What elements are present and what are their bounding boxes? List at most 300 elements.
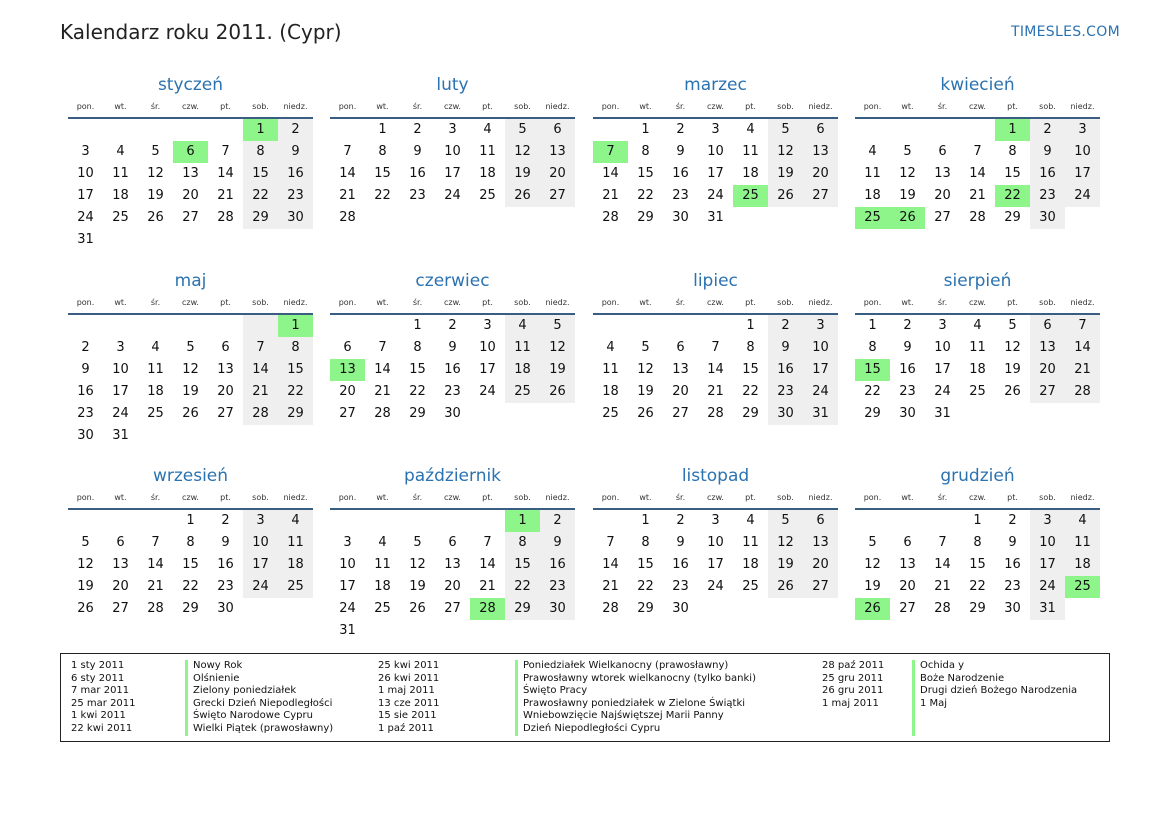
day-cell: 27 — [112, 601, 129, 616]
empty-cell — [365, 315, 400, 337]
day-cell: 23 — [77, 406, 94, 421]
day-cell: 20 — [444, 579, 461, 594]
day-cell: 18 — [742, 166, 759, 181]
day-cell: 15 — [855, 359, 890, 381]
day-cell: 24 — [112, 406, 129, 421]
day-cell: 21 — [217, 188, 234, 203]
month-name: kwiecień — [940, 75, 1015, 95]
day-cell: 2 — [540, 510, 575, 532]
weekday-label: sob. — [514, 493, 531, 502]
month-11 — [593, 464, 838, 620]
day-cell: 20 — [934, 188, 951, 203]
empty-cell — [173, 229, 208, 251]
legend-holiday-name: Święto Narodowe Cypru — [193, 710, 313, 722]
day-cell: 24 — [1065, 185, 1100, 207]
empty-cell — [698, 598, 733, 620]
day-cell: 25 — [112, 210, 129, 225]
day-cell: 21 — [1065, 359, 1100, 381]
empty-cell — [540, 620, 575, 642]
empty-cell — [243, 425, 278, 447]
weekday-label: czw. — [969, 493, 986, 502]
weekday-label: niedz. — [1070, 102, 1095, 111]
day-cell: 31 — [707, 210, 724, 225]
month-name: listopad — [681, 466, 750, 486]
weekday-label: czw. — [182, 298, 199, 307]
empty-cell — [278, 425, 313, 447]
month-name: maj — [174, 271, 207, 291]
month-name: luty — [436, 75, 469, 95]
day-cell: 26 — [147, 210, 164, 225]
legend-holiday-name: Poniedziałek Wielkanocny (prawosławny) — [523, 660, 729, 671]
day-cell: 13 — [540, 141, 575, 163]
day-cell: 17 — [479, 362, 496, 377]
day-cell: 15 — [1004, 166, 1021, 181]
day-cell: 20 — [899, 579, 916, 594]
day-cell: 24 — [243, 576, 278, 598]
day-cell: 28 — [470, 598, 505, 620]
weekday-label: wt. — [639, 298, 652, 307]
day-cell: 2 — [221, 513, 230, 528]
day-cell: 24 — [934, 384, 951, 399]
day-cell: 1 — [746, 318, 755, 333]
day-cell: 1 — [641, 122, 650, 137]
day-cell: 9 — [413, 144, 422, 159]
day-cell: 3 — [448, 122, 457, 137]
legend-holiday-name: 1 Maj — [920, 697, 948, 709]
day-cell: 14 — [1065, 337, 1100, 359]
empty-cell — [925, 119, 960, 141]
legend-holiday-name: Ochida y — [920, 660, 965, 671]
day-cell: 1 — [186, 513, 195, 528]
day-cell: 3 — [343, 535, 352, 550]
day-cell: 23 — [672, 579, 689, 594]
day-cell: 2 — [1008, 513, 1017, 528]
day-cell: 26 — [77, 601, 94, 616]
day-cell: 22 — [864, 384, 881, 399]
day-cell: 13 — [803, 141, 838, 163]
day-cell: 2 — [676, 513, 685, 528]
weekday-label: pon. — [338, 493, 357, 502]
weekday-label: pt. — [1007, 493, 1018, 502]
day-cell: 9 — [540, 532, 575, 554]
day-cell: 16 — [672, 166, 689, 181]
day-grid — [593, 510, 838, 620]
day-cell: 10 — [707, 535, 724, 550]
day-cell: 10 — [77, 166, 94, 181]
holiday-legend — [60, 653, 1110, 742]
day-cell: 1 — [973, 513, 982, 528]
weekday-label: pon. — [601, 102, 620, 111]
day-cell: 22 — [278, 381, 313, 403]
day-cell: 30 — [672, 210, 689, 225]
legend-bar-1 — [185, 660, 188, 736]
month-2 — [330, 73, 575, 229]
day-cell: 30 — [768, 403, 803, 425]
weekday-label: pon. — [338, 298, 357, 307]
day-cell: 14 — [969, 166, 986, 181]
day-cell: 17 — [77, 188, 94, 203]
weekday-label: sob. — [252, 102, 269, 111]
empty-cell — [435, 510, 470, 532]
legend-holiday-name: Zielony poniedziałek — [193, 685, 297, 697]
weekday-header — [593, 97, 838, 119]
weekday-label: czw. — [707, 298, 724, 307]
day-cell: 4 — [116, 144, 125, 159]
empty-cell — [855, 510, 890, 532]
day-cell: 23 — [409, 188, 426, 203]
day-cell: 4 — [868, 144, 877, 159]
weekday-label: pon. — [863, 102, 882, 111]
day-cell: 3 — [1030, 510, 1065, 532]
weekday-header — [68, 293, 313, 315]
weekday-label: sob. — [777, 102, 794, 111]
day-cell: 23 — [899, 384, 916, 399]
legend-holiday-name: Wielki Piątek (prawosławny) — [193, 722, 334, 734]
day-cell: 18 — [602, 384, 619, 399]
empty-cell — [400, 510, 435, 532]
day-cell: 11 — [374, 557, 391, 572]
weekday-label: sob. — [777, 493, 794, 502]
legend-holiday-name: Drugi dzień Bożego Narodzenia — [920, 685, 1078, 697]
day-cell: 27 — [803, 185, 838, 207]
day-grid — [855, 119, 1100, 229]
day-cell: 6 — [221, 340, 230, 355]
day-cell: 2 — [448, 318, 457, 333]
legend-dates-1 — [71, 660, 136, 736]
weekday-header — [855, 488, 1100, 510]
weekday-header — [68, 488, 313, 510]
weekday-label: wt. — [376, 493, 389, 502]
day-cell: 21 — [374, 384, 391, 399]
month-12 — [855, 464, 1100, 620]
day-cell: 15 — [742, 362, 759, 377]
month-name: marzec — [684, 75, 747, 95]
day-cell: 21 — [479, 579, 496, 594]
day-cell: 27 — [934, 210, 951, 225]
month-name: styczeń — [157, 75, 224, 95]
day-cell: 8 — [746, 340, 755, 355]
weekday-header — [855, 293, 1100, 315]
weekday-label: śr. — [937, 102, 948, 111]
empty-cell — [1065, 598, 1100, 620]
day-cell: 30 — [672, 601, 689, 616]
day-cell: 16 — [217, 557, 234, 572]
day-cell: 6 — [173, 141, 208, 163]
day-cell: 7 — [483, 535, 492, 550]
legend-dates-3 — [822, 660, 884, 710]
weekday-label: niedz. — [808, 298, 833, 307]
day-cell: 20 — [217, 384, 234, 399]
day-cell: 27 — [672, 406, 689, 421]
day-cell: 30 — [1030, 207, 1065, 229]
month-5 — [68, 269, 313, 447]
day-cell: 1 — [868, 318, 877, 333]
weekday-label: wt. — [114, 298, 127, 307]
day-grid — [68, 315, 313, 447]
day-cell: 5 — [768, 510, 803, 532]
day-cell: 3 — [938, 318, 947, 333]
day-cell: 8 — [278, 337, 313, 359]
legend-names-3 — [920, 660, 1077, 710]
month-name: lipiec — [693, 271, 738, 291]
day-cell: 17 — [339, 579, 356, 594]
day-cell: 12 — [147, 166, 164, 181]
legend-date: 6 sty 2011 — [71, 672, 125, 684]
day-cell: 4 — [378, 535, 387, 550]
empty-cell — [138, 425, 173, 447]
day-cell: 25 — [505, 381, 540, 403]
weekday-header — [330, 293, 575, 315]
day-cell: 11 — [1065, 532, 1100, 554]
empty-cell — [768, 598, 803, 620]
day-cell: 27 — [182, 210, 199, 225]
day-cell: 15 — [374, 166, 391, 181]
day-cell: 27 — [1030, 381, 1065, 403]
empty-cell — [278, 598, 313, 620]
day-cell: 13 — [803, 532, 838, 554]
weekday-label: niedz. — [283, 102, 308, 111]
day-cell: 28 — [217, 210, 234, 225]
day-cell: 4 — [151, 340, 160, 355]
day-cell: 9 — [1008, 535, 1017, 550]
empty-cell — [593, 119, 628, 141]
day-cell: 16 — [1004, 557, 1021, 572]
day-cell: 1 — [378, 122, 387, 137]
day-cell: 26 — [768, 576, 803, 598]
day-cell: 17 — [1030, 554, 1065, 576]
day-cell: 23 — [1030, 185, 1065, 207]
weekday-label: pon. — [76, 298, 95, 307]
day-grid — [68, 510, 313, 620]
empty-cell — [68, 510, 103, 532]
day-cell: 11 — [864, 166, 881, 181]
weekday-label: sob. — [1039, 493, 1056, 502]
empty-cell — [243, 315, 278, 337]
day-cell: 4 — [483, 122, 492, 137]
empty-cell — [365, 620, 400, 642]
day-cell: 4 — [505, 315, 540, 337]
day-cell: 8 — [973, 535, 982, 550]
day-cell: 12 — [637, 362, 654, 377]
day-cell: 17 — [1065, 163, 1100, 185]
weekday-label: wt. — [114, 493, 127, 502]
day-cell: 5 — [868, 535, 877, 550]
day-cell: 30 — [540, 598, 575, 620]
day-cell: 28 — [374, 406, 391, 421]
weekday-label: śr. — [412, 102, 423, 111]
empty-cell — [1065, 207, 1100, 229]
day-cell: 21 — [969, 188, 986, 203]
empty-cell — [803, 207, 838, 229]
empty-cell — [628, 315, 663, 337]
day-cell: 17 — [112, 384, 129, 399]
legend-date: 13 cze 2011 — [378, 697, 440, 709]
day-cell: 5 — [81, 535, 90, 550]
legend-holiday-name: Święto Pracy — [523, 685, 588, 697]
empty-cell — [103, 510, 138, 532]
legend-date: 1 maj 2011 — [378, 685, 435, 697]
weekday-label: wt. — [114, 102, 127, 111]
day-cell: 22 — [505, 576, 540, 598]
day-cell: 10 — [707, 144, 724, 159]
weekday-label: wt. — [639, 102, 652, 111]
weekday-label: pt. — [745, 298, 756, 307]
day-cell: 31 — [77, 232, 94, 247]
day-cell: 15 — [505, 554, 540, 576]
day-cell: 9 — [81, 362, 90, 377]
empty-cell — [663, 315, 698, 337]
day-cell: 21 — [147, 579, 164, 594]
empty-cell — [593, 510, 628, 532]
month-name: grudzień — [940, 466, 1015, 486]
day-cell: 20 — [1030, 359, 1065, 381]
empty-cell — [173, 425, 208, 447]
day-cell: 28 — [707, 406, 724, 421]
day-cell: 28 — [602, 601, 619, 616]
weekday-label: czw. — [444, 298, 461, 307]
weekday-label: niedz. — [1070, 493, 1095, 502]
weekday-header — [593, 488, 838, 510]
day-cell: 12 — [768, 141, 803, 163]
weekday-label: pon. — [601, 298, 620, 307]
day-cell: 1 — [278, 315, 313, 337]
day-cell: 26 — [505, 185, 540, 207]
empty-cell — [505, 207, 540, 229]
day-cell: 24 — [479, 384, 496, 399]
empty-cell — [400, 620, 435, 642]
day-cell: 5 — [768, 119, 803, 141]
legend-holiday-name: Nowy Rok — [193, 660, 243, 671]
empty-cell — [435, 207, 470, 229]
day-cell: 3 — [81, 144, 90, 159]
day-cell: 9 — [278, 141, 313, 163]
day-cell: 24 — [444, 188, 461, 203]
day-cell: 11 — [742, 144, 759, 159]
empty-cell — [505, 620, 540, 642]
weekday-label: sob. — [514, 298, 531, 307]
weekday-label: niedz. — [808, 102, 833, 111]
weekday-label: czw. — [182, 493, 199, 502]
empty-cell — [925, 510, 960, 532]
day-cell: 9 — [903, 340, 912, 355]
day-cell: 24 — [339, 601, 356, 616]
day-cell: 14 — [339, 166, 356, 181]
day-cell: 6 — [343, 340, 352, 355]
weekday-label: pt. — [220, 102, 231, 111]
day-cell: 17 — [444, 166, 461, 181]
empty-cell — [733, 207, 768, 229]
legend-holiday-name: Olśnienie — [193, 672, 240, 684]
brand-link[interactable]: TIMESLES.COM — [1011, 24, 1120, 40]
day-cell: 31 — [934, 406, 951, 421]
empty-cell — [1065, 403, 1100, 425]
day-cell: 9 — [676, 535, 685, 550]
day-cell: 22 — [995, 185, 1030, 207]
day-grid — [593, 315, 838, 425]
weekday-label: wt. — [639, 493, 652, 502]
day-cell: 4 — [278, 510, 313, 532]
empty-cell — [803, 598, 838, 620]
empty-cell — [890, 119, 925, 141]
day-cell: 12 — [864, 557, 881, 572]
day-cell: 12 — [77, 557, 94, 572]
day-cell: 16 — [768, 359, 803, 381]
day-cell: 10 — [803, 337, 838, 359]
day-cell: 13 — [217, 362, 234, 377]
day-cell: 7 — [343, 144, 352, 159]
legend-holiday-name: Wniebowzięcie Najświętszej Marii Panny — [523, 710, 724, 722]
day-cell: 21 — [707, 384, 724, 399]
empty-cell — [470, 620, 505, 642]
day-cell: 27 — [899, 601, 916, 616]
weekday-label: czw. — [707, 102, 724, 111]
day-cell: 17 — [803, 359, 838, 381]
day-cell: 10 — [934, 340, 951, 355]
day-cell: 9 — [448, 340, 457, 355]
legend-bar-2 — [515, 660, 518, 736]
weekday-label: śr. — [675, 102, 686, 111]
day-cell: 21 — [934, 579, 951, 594]
day-cell: 21 — [243, 381, 278, 403]
day-cell: 9 — [221, 535, 230, 550]
day-cell: 23 — [217, 579, 234, 594]
day-cell: 26 — [890, 207, 925, 229]
day-cell: 18 — [969, 362, 986, 377]
day-cell: 27 — [803, 576, 838, 598]
weekday-header — [593, 293, 838, 315]
day-cell: 30 — [1004, 601, 1021, 616]
day-cell: 20 — [112, 579, 129, 594]
month-3 — [593, 73, 838, 229]
day-cell: 29 — [505, 598, 540, 620]
day-cell: 20 — [803, 554, 838, 576]
day-cell: 10 — [444, 144, 461, 159]
month-6 — [330, 269, 575, 425]
weekday-label: wt. — [901, 298, 914, 307]
empty-cell — [173, 119, 208, 141]
day-cell: 7 — [711, 340, 720, 355]
day-cell: 1 — [505, 510, 540, 532]
day-cell: 17 — [243, 554, 278, 576]
day-cell: 13 — [672, 362, 689, 377]
day-cell: 19 — [182, 384, 199, 399]
weekday-label: sob. — [1039, 298, 1056, 307]
weekday-label: sob. — [252, 298, 269, 307]
day-cell: 26 — [637, 406, 654, 421]
day-cell: 16 — [409, 166, 426, 181]
day-cell: 19 — [540, 359, 575, 381]
month-9 — [68, 464, 313, 620]
day-cell: 8 — [641, 535, 650, 550]
day-cell: 5 — [1008, 318, 1017, 333]
day-grid — [855, 510, 1100, 620]
weekday-label: wt. — [901, 102, 914, 111]
day-cell: 10 — [339, 557, 356, 572]
weekday-label: śr. — [937, 298, 948, 307]
day-cell: 11 — [112, 166, 129, 181]
day-cell: 19 — [768, 554, 803, 576]
empty-cell — [208, 315, 243, 337]
day-cell: 26 — [1004, 384, 1021, 399]
day-cell: 22 — [637, 579, 654, 594]
weekday-label: pt. — [482, 298, 493, 307]
weekday-label: pon. — [76, 493, 95, 502]
month-10 — [330, 464, 575, 642]
month-name: czerwiec — [415, 271, 490, 291]
day-cell: 3 — [711, 513, 720, 528]
day-cell: 14 — [374, 362, 391, 377]
day-cell: 13 — [934, 166, 951, 181]
